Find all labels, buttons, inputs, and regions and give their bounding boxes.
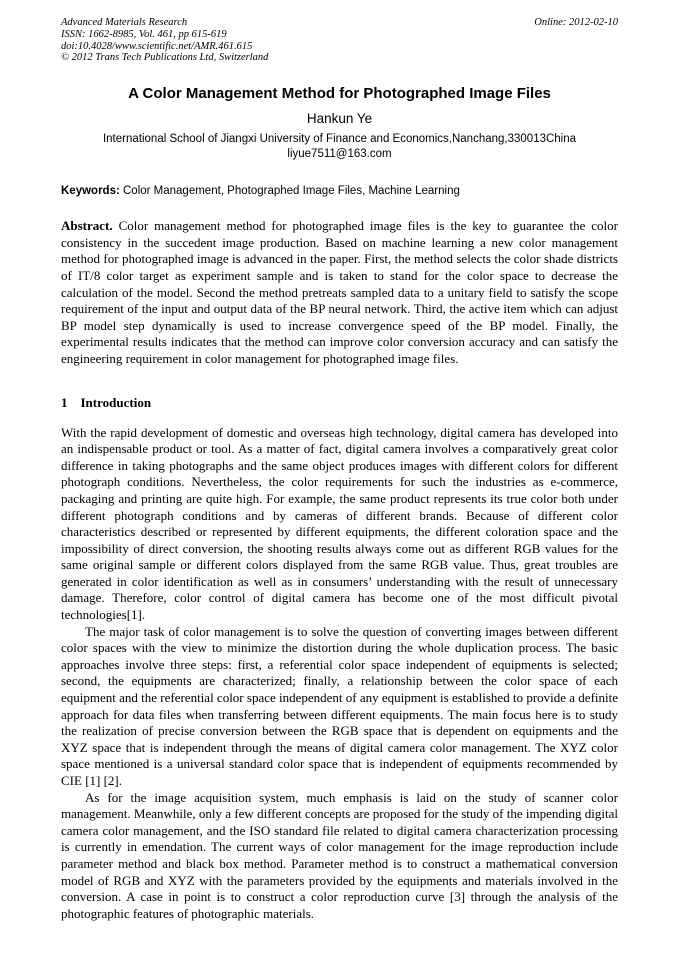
paper-title: A Color Management Method for Photographed Image Files [128, 85, 551, 103]
keywords-label: Keywords: [61, 185, 120, 198]
issn-volume-line: ISSN: 1662-8985, Vol. 461, pp 615-619 [61, 28, 227, 40]
copyright-line: © 2012 Trans Tech Publications Ltd, Switzerland [61, 52, 269, 64]
section-heading-introduction: 1 Introduction [61, 394, 152, 410]
keywords-text: Color Management, Photographed Image Files, Machine Learning [119, 185, 460, 198]
abstract-label: Abstract. [61, 218, 113, 234]
journal-header [61, 17, 618, 64]
doi-line: doi:10.4028/www.scientific.net/AMR.461.615 [61, 40, 253, 52]
author-email: liyue7511@163.com [287, 148, 392, 161]
paragraph: As for the image acquisition system, much emphasis is laid on the study of scanner color management. Meanwhile, only a few different concepts are proposed for the study of the impending digital camera color management, and the ISO standard file related to digital camera characterization processing is currently in emendation. The current ways of color management for the image reproduction include parameter method and black box method. Parameter method is to construct a mathematical conversion model of RGB and XYZ with the parameters provided by the equipments and materials involved in the conversion. A case in point is to construct a color reproduction curve [3] through the analysis of the photographic features of photographic materials. [61, 789, 618, 921]
abstract-text: Color management method for photographed image files is the key to guarantee the color consistency in the succedent image production. Based on machine learning a new color management method for photographed image is advanced in the paper. First, the method selects the color shade districts of IT/8 color target as experiment sample and is taken to stand for the color space to decrease the calculation of the model. Second the method pretreats sampled data to a unitary field to satisfy the scope requirement of the input and output data of the BP neural network. Third, the active item which can adjust BP model step dynamically is used to increase convergence speed of the BP model. Finally, the experimental results indicates that the method can improve color conversion accuracy and can satisfy the engineering requirement in color management for photographed image files. [61, 218, 618, 366]
keywords-line [61, 184, 618, 199]
online-date: Online: 2012-02-10 [534, 17, 618, 28]
abstract [61, 218, 618, 367]
author-name: Hankun Ye [306, 111, 373, 127]
affiliation-block [61, 132, 618, 162]
introduction-body [61, 425, 618, 923]
journal-name: Advanced Materials Research [61, 17, 188, 28]
paragraph: With the rapid development of domestic and overseas high technology, digital camera has developed into an indispensable product or tool. As a matter of fact, digital camera involves a comparatively great color difference in taking photographs and the same object produces images with different colors for different photograph conditions. Nevertheless, the color requirements for such the industries as e-commerce, packaging and printing are quite high. For example, the same product represents its true color both under different photograph conditions and by cameras of different brands. Because of different color characteristics described or represented by different equipments, the different coloration space and the impossibility of direct conversion, the shooting results always come out as different RGB values for the same original sample or different colors displayed from the same RGB value. Thus, great troubles are generated in color identification as well as in consumers’ understanding with the result of unnecessary damage. Therefore, color control of digital camera has become one of the most difficult pivotal technologies[1]. [61, 424, 618, 623]
affiliation-line: International School of Jiangxi University of Finance and Economics,Nanchang,330013China [102, 133, 577, 146]
journal-header-left [61, 17, 268, 64]
paragraph: The major task of color management is to solve the question of converting images between different color spaces with the view to minimize the distortion during the whole duplication process. The basic approaches involve three steps: first, a referential color space independent of equipments is selected; second, the equipments are characterized; finally, a relationship between the color space of each equipment and the referential color space independent of any equipment is established to provide a definite approach for data files when transferring between different equipments. The main focus here is to study the realization of precise conversion between the RGB space that is dependent on equipments and the XYZ space that is independent through the means of digital camera color management. The XYZ color space mentioned is a universal standard color space that is independent of equipments recommended by CIE [1] [2]. [61, 623, 619, 788]
